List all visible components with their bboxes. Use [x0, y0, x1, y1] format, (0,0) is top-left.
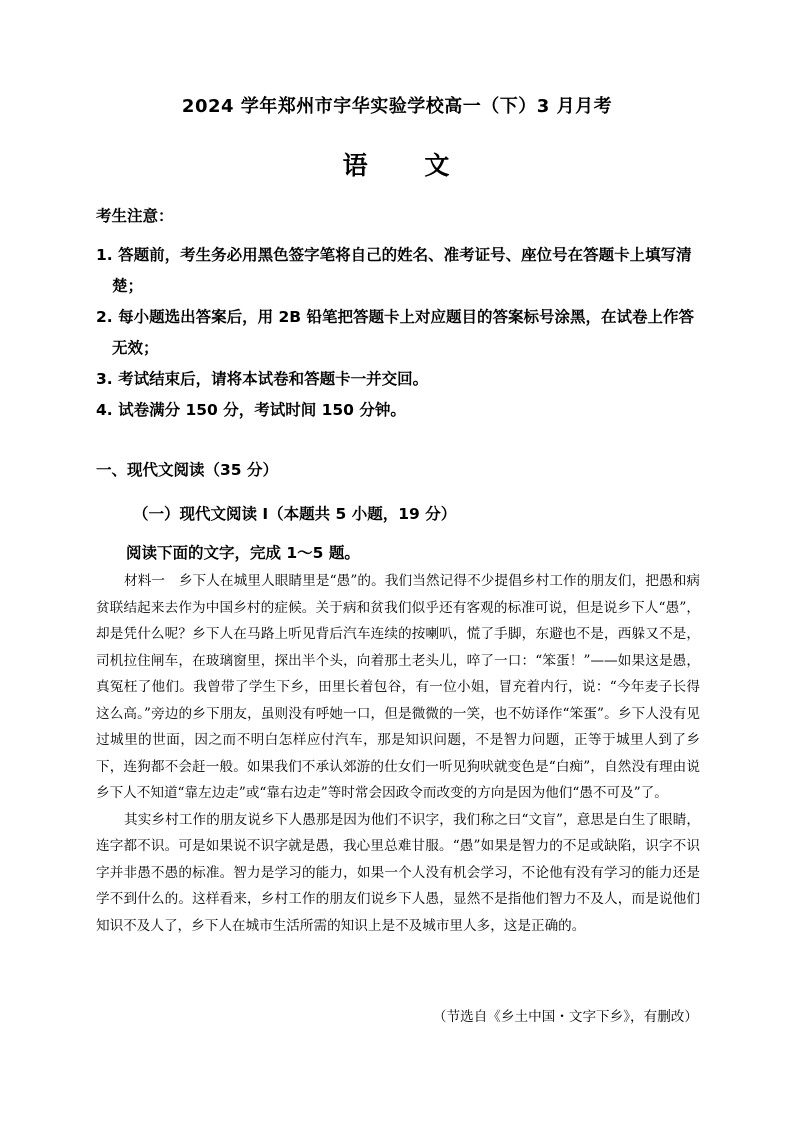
notice-list	[96, 240, 706, 426]
reading-passage	[96, 568, 700, 939]
subject-title: 语 文	[342, 151, 452, 180]
section-heading: 一、现代文阅读（35 分）	[96, 461, 278, 479]
reading-instruction: 阅读下面的文字，完成 1～5 题。	[126, 544, 360, 562]
passage-paragraph-2: 其实乡村工作的朋友说乡下人愚那是因为他们不识字，我们称之曰“文盲”，意思是白生了眼睛，连字都不识。可是如果说不识字就是愚，我心里总难甘服。“愚”如果是智力的不足或缺陷，识字不识字并非愚不愚的标准。智力是学习的能力，如果一个人没有机会学习，不论他有没有学习的能力还是学不到什么的。这样看来，乡村工作的朋友们说乡下人愚，显然不是指他们智力不及人，而是说他们知识不及人了，乡下人在城市生活所需的知识上是不及城市里人多，这是正确的。	[96, 811, 700, 934]
notice-item-1: 1. 答题前，考生务必用黑色签字笔将自己的姓名、准考证号、座位号在答题卡上填写清楚；	[96, 246, 692, 295]
notice-heading: 考生注意：	[96, 207, 174, 225]
passage-paragraph-1: 材料一 乡下人在城里人眼睛里是“愚”的。我们当然记得不少提倡乡村工作的朋友们，把愚和病贫联结起来去作为中国乡村的症候。关于病和贫我们似乎还有客观的标准可说，但是说乡下人“愚”，却是凭什么呢？乡下人在马路上听见背后汽车连续的按喇叭，慌了手脚，东避也不是，西躲又不是，司机拉住闸车，在玻璃窗里，探出半个头，向着那土老头儿，啐了一口：“笨蛋！”——如果这是愚，真冤枉了他们。我曾带了学生下乡，田里长着包谷，有一位小姐，冒充着内行，说：“今年麦子长得这么高。”旁边的乡下朋友，虽则没有呼她一口，但是微微的一笑，也不妨译作“笨蛋”。乡下人没有见过城里的世面，因之而不明白怎样应付汽车，那是知识问题，不是智力问题，正等于城里人到了乡下，连狗都不会赶一般。如果我们不承认郊游的仕女们一听见狗吠就变色是“白痴”，自然没有理由说乡下人不知道“靠左边走”或“靠右边走”等时常会因政令而改变的方向是因为他们“愚不可及”了。	[96, 573, 700, 801]
notice-item-2: 2. 每小题选出答案后，用 2B 铅笔把答题卡上对应题目的答案标号涂黑，在试卷上作答无效；	[96, 308, 694, 357]
notice-item-4: 4. 试卷满分 150 分，考试时间 150 分钟。	[96, 401, 406, 419]
passage-source: （节选自《乡土中国・文字下乡》，有删改）	[432, 1009, 698, 1025]
notice-item-3: 3. 考试结束后，请将本试卷和答题卡一并交回。	[96, 370, 429, 388]
subsection-heading: （一）现代文阅读 I（本题共 5 小题，19 分）	[133, 505, 457, 523]
exam-title: 2024 学年郑州市宇华实验学校高一（下）3 月月考	[181, 96, 613, 117]
